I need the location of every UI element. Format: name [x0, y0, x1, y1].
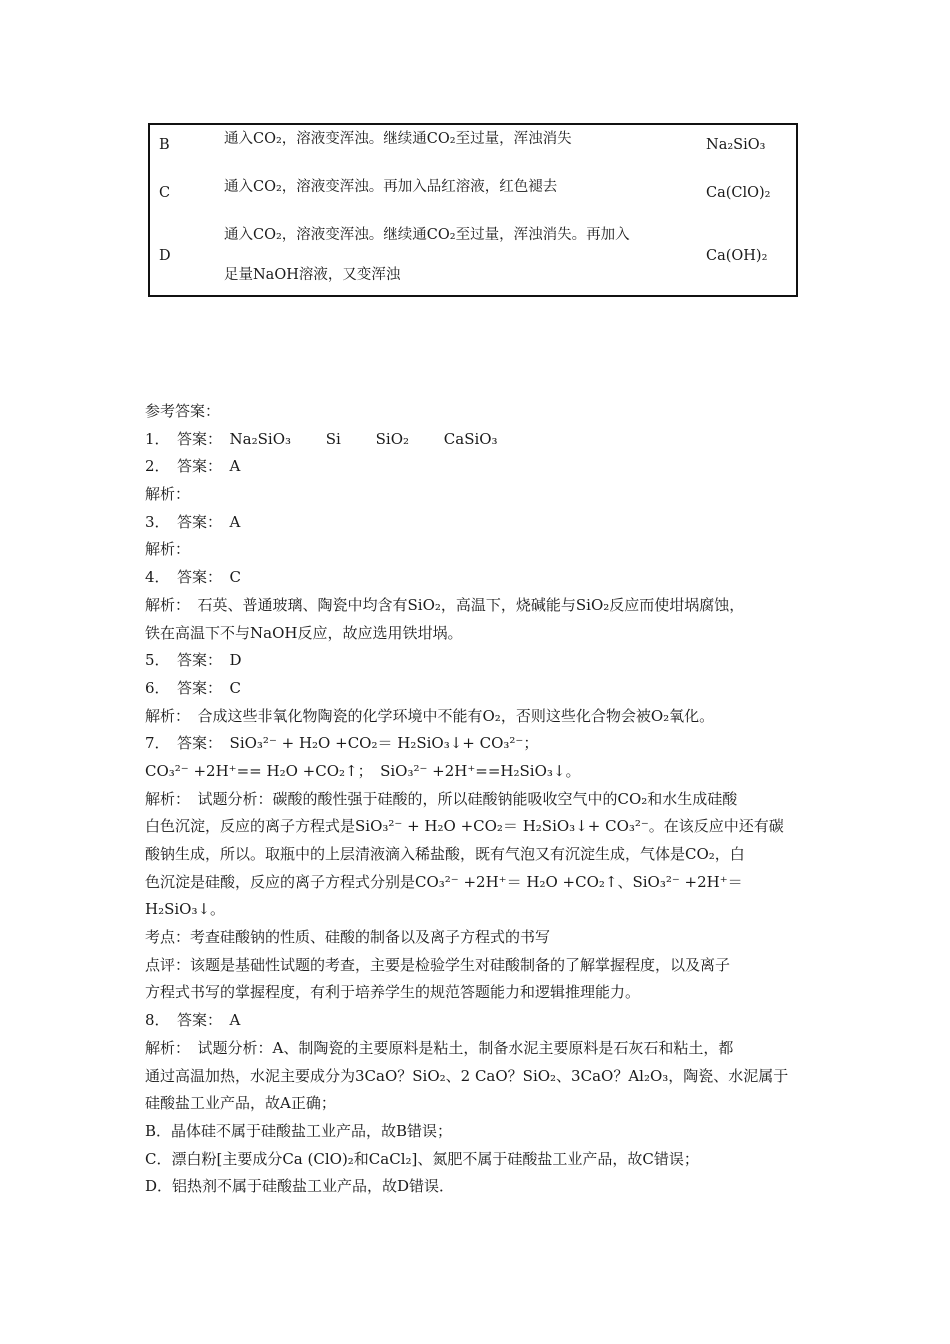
answer-line: 4． 答案： C — [145, 568, 242, 587]
answer-line: 7． 答案： SiO₃²⁻ + H₂O +CO₂＝ H₂SiO₃↓+ CO₃²⁻； — [145, 734, 539, 753]
answer-section — [145, 398, 815, 1201]
row-d-description-line2: 足量NaOH溶液，又变浑浊 — [224, 267, 401, 283]
analysis-line: 解析： — [145, 540, 191, 559]
row-b-letter: B — [159, 137, 170, 153]
answer-line: CO₃²⁻ +2H⁺== H₂O +CO₂↑； SiO₃²⁻ +2H⁺==H₂SiO₃↓。 — [145, 761, 581, 780]
comment-line: 点评：该题是基础性试题的考查，主要是检验学生对硅酸制备的了解掌握程度，以及离子 — [145, 955, 731, 974]
row-d-description-line1: 通入CO₂，溶液变浑浊。继续通CO₂至过量，浑浊消失。再加入 — [224, 227, 630, 243]
row-d-reagent: Ca(OH)₂ — [706, 248, 768, 264]
analysis-line: 色沉淀是硅酸，反应的离子方程式分别是CO₃²⁻ +2H⁺＝ H₂O +CO₂↑、SiO₃²⁻ +2H⁺＝ — [145, 872, 743, 891]
row-b-description: 通入CO₂，溶液变浑浊。继续通CO₂至过量，浑浊消失 — [224, 131, 572, 147]
analysis-line: 铁在高温下不与NaOH反应，故应选用铁坩埚。 — [145, 623, 463, 642]
analysis-line: 酸钠生成，所以。取瓶中的上层清液滴入稀盐酸，既有气泡又有沉淀生成，气体是CO₂，白 — [145, 845, 745, 863]
answer-heading: 参考答案： — [145, 402, 221, 420]
answer-line: 8． 答案： A — [145, 1011, 241, 1030]
options-table — [148, 123, 798, 297]
analysis-line: 硅酸盐工业产品，故A正确； — [145, 1094, 336, 1113]
answer-line: 3． 答案： A — [145, 512, 241, 531]
answer-line: 5． 答案： D — [145, 651, 242, 670]
analysis-line: B．晶体硅不属于硅酸盐工业产品，故B错误； — [145, 1121, 453, 1140]
analysis-line: 解析： — [145, 485, 191, 504]
analysis-line: H₂SiO₃↓。 — [145, 900, 226, 919]
analysis-line: D．铝热剂不属于硅酸盐工业产品，故D错误． — [145, 1177, 455, 1196]
analysis-line: 解析： 合成这些非氧化物陶瓷的化学环境中不能有O₂，否则这些化合物会被O₂氧化。 — [145, 706, 715, 725]
analysis-line: 通过高温加热，水泥主要成分为3CaO？SiO₂、2 CaO？SiO₂、3CaO？Al₂O₃，陶瓷、水泥属于 — [145, 1066, 789, 1085]
analysis-line: 解析： 试题分析：A、制陶瓷的主要原料是粘土，制备水泥主要原料是石灰石和粘土，都 — [145, 1038, 734, 1057]
row-c-description: 通入CO₂，溶液变浑浊。再加入品红溶液，红色褪去 — [224, 179, 558, 195]
comment-line: 方程式书写的掌握程度，有利于培养学生的规范答题能力和逻辑推理能力。 — [145, 983, 641, 1002]
analysis-line: 白色沉淀，反应的离子方程式是SiO₃²⁻ + H₂O +CO₂＝ H₂SiO₃↓+ CO₃²⁻。在该反应中还有碳 — [145, 817, 784, 836]
exam-point-line: 考点：考查硅酸钠的性质、硅酸的制备以及离子方程式的书写 — [145, 928, 551, 947]
analysis-line: C．漂白粉[主要成分Ca (ClO)₂和CaCl₂]、氮肥不属于硅酸盐工业产品，故C错误； — [145, 1149, 699, 1168]
row-d-letter: D — [159, 248, 171, 264]
answer-line: 2． 答案： A — [145, 457, 241, 476]
analysis-line: 解析： 石英、普通玻璃、陶瓷中均含有SiO₂，高温下，烧碱能与SiO₂反应而使坩埚腐蚀， — [145, 595, 745, 614]
answer-line: 6． 答案： C — [145, 678, 242, 697]
row-c-reagent: Ca(ClO)₂ — [706, 185, 771, 201]
analysis-line: 解析： 试题分析：碳酸的酸性强于硅酸的，所以硅酸钠能吸收空气中的CO₂和水生成硅酸 — [145, 789, 738, 808]
answer-line: 1． 答案： Na₂SiO₃ Si SiO₂ CaSiO₃ — [145, 429, 498, 448]
row-c-letter: C — [159, 185, 171, 201]
row-b-reagent: Na₂SiO₃ — [706, 137, 766, 153]
